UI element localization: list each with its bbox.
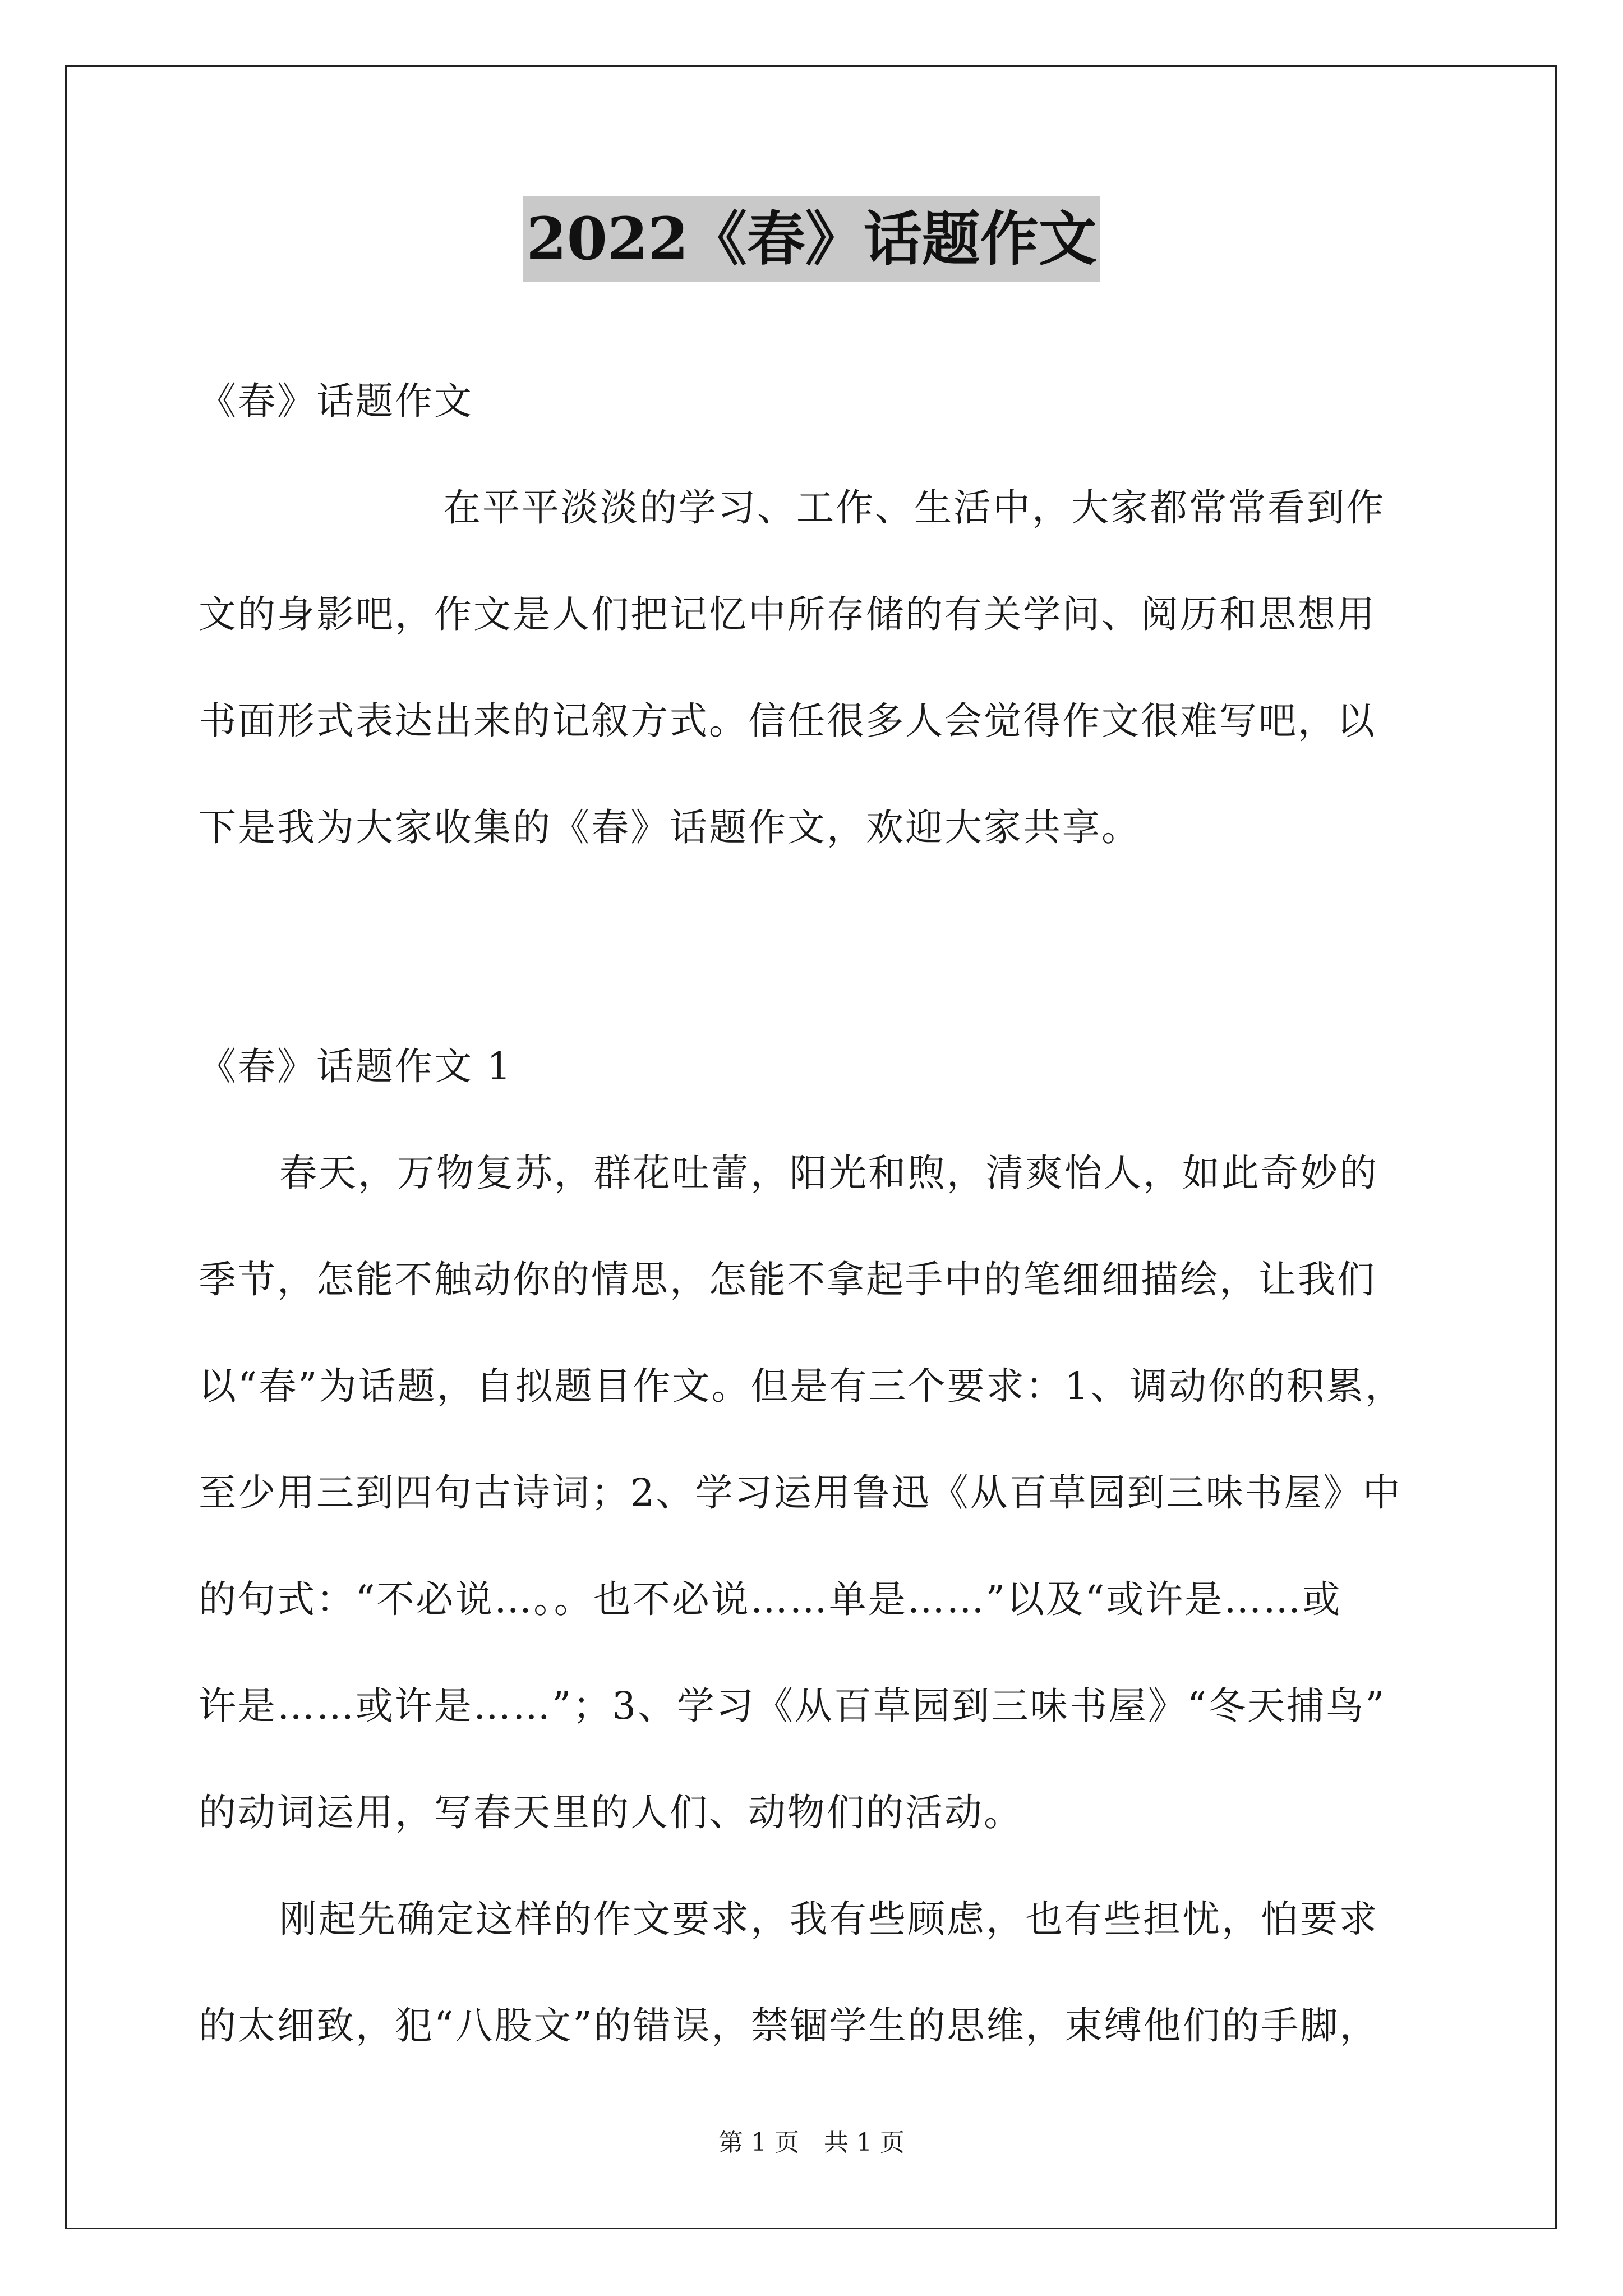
- paragraph-line: 至少用三到四句古诗词；2、学习运用鲁迅《从百草园到三味书屋》中: [199, 1471, 1402, 1515]
- title-container: [0, 196, 1623, 282]
- paragraph-line: 许是……或许是……”；3、学习《从百草园到三味书屋》“冬天捕鸟”: [199, 1684, 1386, 1728]
- intro-line: 下是我为大家收集的《春》话题作文，欢迎大家共享。: [199, 806, 1141, 849]
- paragraph-line: 的动词运用，写春天里的人们、动物们的活动。: [199, 1791, 1023, 1834]
- section-heading: 《春》话题作文 1: [199, 1045, 513, 1088]
- paragraph-line: 刚起先确定这样的作文要求，我有些顾虑，也有些担忧，怕要求: [279, 1897, 1378, 1941]
- paragraph-line: 春天，万物复苏，群花吐蕾，阳光和煦，清爽怡人，如此奇妙的: [279, 1151, 1378, 1195]
- page-footer: 第 1 页 共 1 页: [718, 2128, 905, 2157]
- paragraph-line: 以“春”为话题，自拟题目作文。但是有三个要求：1、调动你的积累，: [199, 1364, 1405, 1408]
- intro-line: 文的身影吧，作文是人们把记忆中所存储的有关学问、阅历和思想用: [199, 592, 1376, 636]
- paragraph-line: 的句式：“不必说…。。也不必说……单是……”以及“或许是……或: [199, 1577, 1342, 1621]
- document-title: 2022《春》话题作文: [523, 196, 1100, 282]
- intro-line: 在平平淡淡的学习、工作、生活中，大家都常常看到作: [443, 486, 1385, 530]
- document-body: [199, 348, 1427, 2079]
- paragraph-gap: [199, 881, 1427, 1013]
- intro-line: 书面形式表达出来的记叙方式。信任很多人会觉得作文很难写吧，以: [199, 699, 1376, 743]
- paragraph-line: 季节，怎能不触动你的情思，怎能不拿起手中的笔细细描绘，让我们: [199, 1258, 1376, 1301]
- subtitle: 《春》话题作文: [199, 379, 473, 423]
- paragraph-line: 的太细致，犯“八股文”的错误，禁锢学生的思维，束缚他们的手脚，: [199, 2004, 1379, 2047]
